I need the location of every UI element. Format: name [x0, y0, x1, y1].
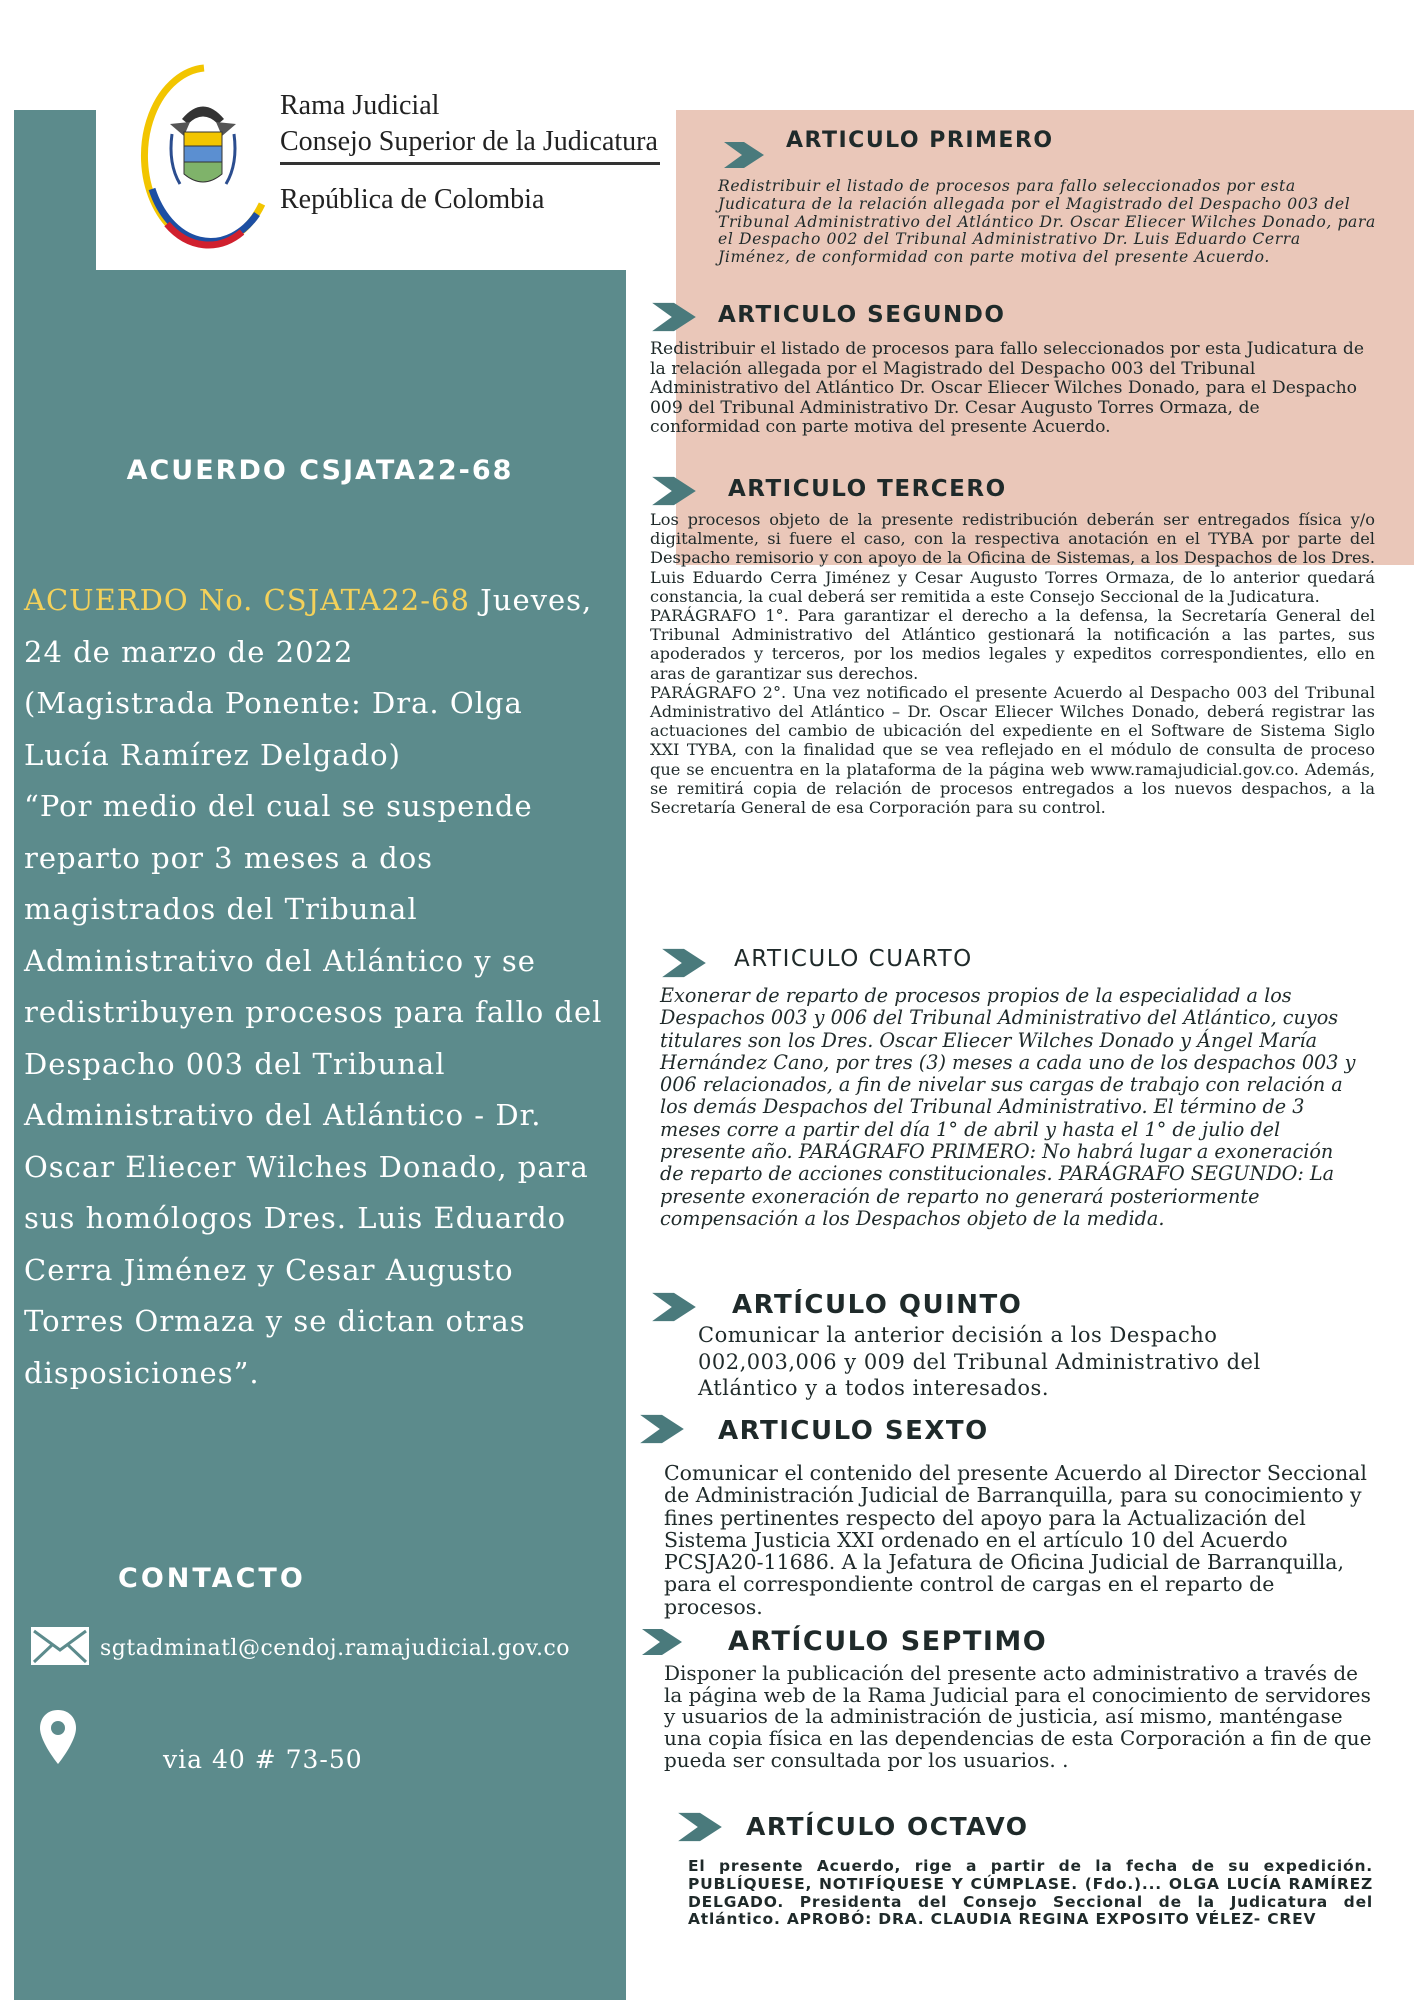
article-3-paragraph-2: PARÁGRAFO 2°. Una vez notificado el presente Acuerdo al Despacho 003 del Tribunal Administrativo del Atlántico – Dr. Oscar Eliecer Wilches Donado, deberá registrar las actuaciones del cambio de ubicación del expediente en el Software de Sistema Siglo XXI TYBA, con la finalidad que se vea reflejado en el módulo de consulta de proceso que se encuentra en la plataforma de la página web www.ramajudicial.gov.co. Además, se remitirá copia de relación de procesos entregados a los nuevos despachos, a la Secretaría General de esa Corporación para su control.: [650, 682, 1375, 818]
contact-address: via 40 # 73-50: [163, 1745, 363, 1774]
org-line-1: Rama Judicial: [280, 90, 440, 121]
article-6-arrow-icon: [638, 1412, 686, 1446]
article-5-title: ARTÍCULO QUINTO: [732, 1290, 1023, 1320]
article-7-text: Disponer la publicación del presente acto administrativo a través de la página web de la Rama Judicial para el conocimiento de servidores y usuarios de la administración de justicia, así mismo, manténgase una copia física en las dependencias de esta Corporación a fin de que pueda ser consultada por los usuarios. .: [664, 1661, 1372, 1772]
article-5-text: Comunicar la anterior decisión a los Despacho 002,003,006 y 009 del Tribunal Administrativo del Atlántico y a todos interesados.: [698, 1323, 1261, 1400]
article-8-text: El presente Acuerdo, rige a partir de la fecha de su expedición. PUBLÍQUESE, NOTIFÍQUESE Y CÚMPLASE. (Fdo.)... OLGA LUCÍA RAMÍREZ DELGADO. Presidenta del Consejo Seccional de la Judicatura del Atlántico. APROBÓ: DRA. CLAUDIA REGINA EXPOSITO VÉLEZ- CREV: [688, 1857, 1373, 1929]
location-pin-icon: [38, 1708, 78, 1766]
article-6-title: ARTICULO SEXTO: [718, 1416, 989, 1446]
article-6-text: Comunicar el contenido del presente Acuerdo al Director Seccional de Administración Judicial de Barranquilla, para su conocimiento y fines pertinentes respecto del apoyo para la Actualización del Sistema Justicia XXI ordenado en el artículo 10 del Acuerdo PCSJA20-11686. A la Jefatura de Oficina Judicial de Barranquilla, para el correspondiente control de cargas en el reparto de procesos.: [664, 1461, 1367, 1619]
article-4-arrow-icon: [660, 946, 708, 980]
acuerdo-title: ACUERDO CSJATA22-68: [126, 455, 514, 486]
article-7-title: ARTÍCULO SEPTIMO: [728, 1626, 1048, 1657]
article-3-paragraph-1: PARÁGRAFO 1°. Para garantizar el derecho a la defensa, la Secretaría General del Tribunal Administrativo del Atlántico gestionará la notificación a las partes, sus apoderados y terceros, por los medios legales y expeditos correspondientes, ello en aras de garantizar sus derechos.: [650, 606, 1375, 683]
article-3-text: Los procesos objeto de la presente redistribución deberán ser entregados física y/o digitalmente, si fuere el caso, con la respectiva anotación en el TYBA por parte del Despacho remisorio y con apoyo de la Oficina de Sistemas, a los Despachos de los Dres. Luis Eduardo Cerra Jiménez y Cesar Augusto Torres Ormaza, de lo anterior quedará constancia, la cual deberá ser remitida a este Consejo Seccional de la Judicatura.: [650, 510, 1375, 606]
article-2-title: ARTICULO SEGUNDO: [718, 302, 1006, 328]
article-3-arrow-icon: [650, 474, 698, 508]
article-8-title: ARTÍCULO OCTAVO: [746, 1812, 1029, 1841]
article-1-text: Redistribuir el listado de procesos para fallo seleccionados por esta Judicatura de la relación allegada por el Magistrado del Despacho 003 del Tribunal Administrativo del Atlántico Dr. Oscar Eliecer Wilches Donado, para el Despacho 002 del Tribunal Administrativo Dr. Luis Eduardo Cerra Jiménez, de conformidad con parte motiva del presente Acuerdo.: [718, 177, 1376, 267]
article-1-title: ARTICULO PRIMERO: [786, 128, 1054, 153]
article-4-text: Exonerar de reparto de procesos propios de la especialidad a los Despachos 003 y 006 del Tribunal Administrativo del Atlántico, cuyos titulares son los Dres. Oscar Eliecer Wilches Donado y Ángel María Hernández Cano, por tres (3) meses a cada uno de los despachos 003 y 006 relacionados, a fin de nivelar sus cargas de trabajo con relación a los demás Despachos del Tribunal Administrativo. El término de 3 meses corre a partir del día 1° de abril y hasta el 1° de julio del presente año. PARÁGRAFO PRIMERO: No habrá lugar a exoneración de reparto de acciones constitucionales. PARÁGRAFO SEGUNDO: La presente exoneración de reparto no generará posteriormente compensación a los Despachos objeto de la medida.: [660, 984, 1356, 1230]
acuerdo-description: “Por medio del cual se suspende reparto por 3 meses a dos magistrados del Tribunal Administrativo del Atlántico y se redistribuyen procesos para fallo del Despacho 003 del Tribunal Administrativo del Atlántico - Dr. Oscar Eliecer Wilches Donado, para sus homólogos Dres. Luis Eduardo Cerra Jiménez y Cesar Augusto Torres Ormaza y se dictan otras disposiciones”.: [24, 789, 603, 1390]
article-1-arrow-icon: [722, 140, 766, 170]
article-5-arrow-icon: [650, 1290, 698, 1324]
contact-title: CONTACTO: [118, 1563, 306, 1594]
contact-email[interactable]: sgtadminatl@cendoj.ramajudicial.gov.co: [100, 1636, 571, 1661]
org-line-2: Consejo Superior de la Judicatura: [280, 126, 658, 157]
acuerdo-number: ACUERDO No. CSJATA22-68: [24, 583, 470, 617]
article-4-title: ARTICULO CUARTO: [734, 946, 973, 972]
header-divider: [280, 162, 660, 165]
header-logo-box: [96, 56, 676, 270]
article-7-arrow-icon: [640, 1626, 684, 1658]
article-3-body: [650, 510, 1375, 817]
email-icon: [30, 1626, 90, 1666]
article-3-title: ARTICULO TERCERO: [728, 476, 1007, 502]
article-2-arrow-icon: [650, 300, 698, 334]
acuerdo-date: Jueves, 24 de marzo de 2022: [24, 583, 593, 669]
acuerdo-summary: [24, 575, 614, 1399]
org-line-3: República de Colombia: [280, 184, 545, 215]
colombia-coat-of-arms-logo: [132, 64, 274, 254]
magistrada-ponente: (Magistrada Ponente: Dra. Olga Lucía Ramírez Delgado): [24, 686, 523, 772]
article-2-text: Redistribuir el listado de procesos para fallo seleccionados por esta Judicatura de la relación allegada por el Magistrado del Despacho 003 del Tribunal Administrativo del Atlántico Dr. Oscar Eliecer Wilches Donado, para el Despacho 009 del Tribunal Administrativo Dr. Cesar Augusto Torres Ormaza, de conformidad con parte motiva del presente Acuerdo.: [650, 339, 1365, 437]
article-8-arrow-icon: [676, 1810, 724, 1844]
